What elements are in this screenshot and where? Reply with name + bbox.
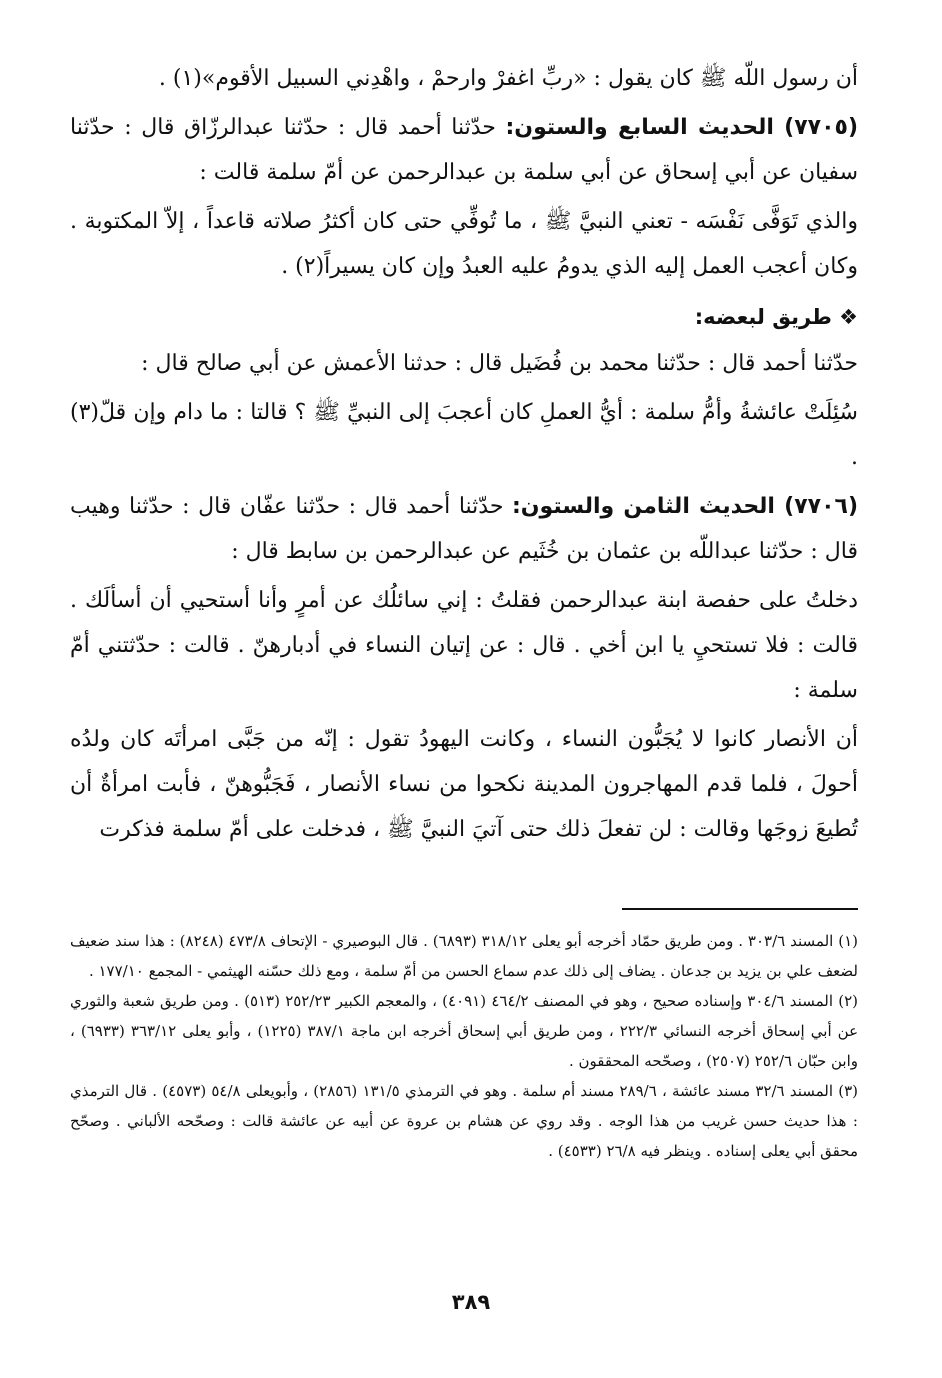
hadith-7705-text: والذي تَوَفَّى نَفْسَه - تعني النبيَّ ﷺ ، ما تُوفِّي حتى كان أكثرُ صلاته قاعداً ، إلاّ المكتوبة . وكان أعجب العمل إليه الذي يدومُ عليه العبدُ وإن كان يسيراً(٢) . — [70, 209, 858, 279]
footnote-3: (٣) المسند ٣٢/٦ مسند عائشة ، ٢٨٩/٦ مسند أم سلمة . وهو في الترمذي ١٣١/٥ (٢٨٥٦) ، وأبويعلى ٥٤/٨ (٤٥٧٣) . قال الترمذي : هذا حديث حسن غريب من هذا الوجه . وقد روي عن هشام بن عروة عن أبيه عن عائشة قالت : وصحّحه الألباني . وصحّح محقق أبي يعلى إسناده . وينظر فيه ٢٦/٨ (٤٥٣٣) . — [70, 1082, 858, 1160]
hadith-7706-text: دخلتُ على حفصة ابنة عبدالرحمن فقلتُ : إني سائلُك عن أمرٍ وأنا أستحيي أن أسألَك . قالت : فلا تستحيِ يا ابن أخي . قال : عن إتيان النساء في أدبارهنّ . قالت : حدّثتني أمّ سلمة : — [70, 588, 858, 703]
hadith-7706-title: (٧٧٠٦) الحديث الثامن والستون: — [511, 494, 859, 519]
paragraph-prev-hadith-end: أن رسول اللّه ﷺ كان يقول : «ربِّ اغفرْ وارحمْ ، واهْدِني السبيل الأقوم»(١) . — [158, 66, 858, 91]
hadith-7706 — [70, 484, 858, 574]
footnote-divider — [622, 908, 858, 910]
hadith-7706-chain: حدّثنا أحمد قال : حدّثنا عفّان قال : حدّثنا وهيب قال : حدّثنا عبداللّه بن عثمان بن خُثَيم عن عبدالرحمن بن سابط قال : — [70, 494, 858, 564]
footnotes — [70, 926, 858, 1166]
hadith-7705-title: (٧٧٠٥) الحديث السابع والستون: — [505, 115, 858, 140]
footnote-1: (١) المسند ٣٠٣/٦ . ومن طريق حمّاد أخرجه أبو يعلى ٣١٨/١٢ (٦٨٩٣) . قال البوصيري - الإتحاف ٤٧٣/٨ (٨٢٤٨) : هذا سند ضعيف لضعف علي بن يزيد بن جدعان . يضاف إلى ذلك عدم سماع الحسن من أمّ سلمة ، ومع ذلك حسّنه الهيثمي - المجمع ١٧٧/١٠ . — [70, 932, 859, 980]
route-chain: حدّثنا أحمد قال : حدّثنا محمد بن فُضَيل قال : حدثنا الأعمش عن أبي صالح قال : — [141, 351, 858, 376]
hadith-7705 — [70, 105, 858, 195]
main-text — [70, 56, 858, 852]
page-number: ٣٨٩ — [451, 1290, 491, 1314]
hadith-7705-chain: حدّثنا أحمد قال : حدّثنا عبدالرزّاق قال : حدّثنا سفيان عن أبي إسحاق عن أبي سلمة بن عبدالرحمن عن أمّ سلمة قالت : — [70, 115, 858, 185]
section-heading: ❖ طريق لبعضه: — [694, 305, 858, 329]
hadith-7706-continuation: أن الأنصار كانوا لا يُجَبُّون النساء ، وكانت اليهودُ تقول : إنّه من جَبَّى امرأتَه كان ولدُه أحولَ ، فلما قدم المهاجرون المدينة نكحوا من نساء الأنصار ، فَجَبُّوهنّ ، فأبت امرأةٌ أن تُطيعَ زوجَها وقالت : لن تفعلَ ذلك حتى آتيَ النبيَّ ﷺ ، فدخلت على أمّ سلمة فذكرت — [70, 727, 858, 842]
footnote-2: (٢) المسند ٣٠٤/٦ وإسناده صحيح ، وهو في المصنف ٤٦٤/٢ (٤٠٩١) ، والمعجم الكبير ٢٥٢/٢٣ (٥١٣) . ومن طريق شعبة والثوري عن أبي إسحاق أخرجه النسائي ٢٢٢/٣ ، ومن طريق أبي إسحاق أخرجه ابن ماجة ٣٨٧/١ (١٢٢٥) ، وأبو يعلى ٣٦٣/١٢ (٦٩٣٣) ، وابن حبّان ٢٥٢/٦ (٢٥٠٧) ، وصحّحه المحققون . — [70, 992, 859, 1070]
route-text: سُئِلَتْ عائشةُ وأمُّ سلمة : أيُّ العملِ كان أعجبَ إلى النبيِّ ﷺ ؟ قالتا : ما دام وإن قلّ(٣) . — [70, 400, 858, 470]
